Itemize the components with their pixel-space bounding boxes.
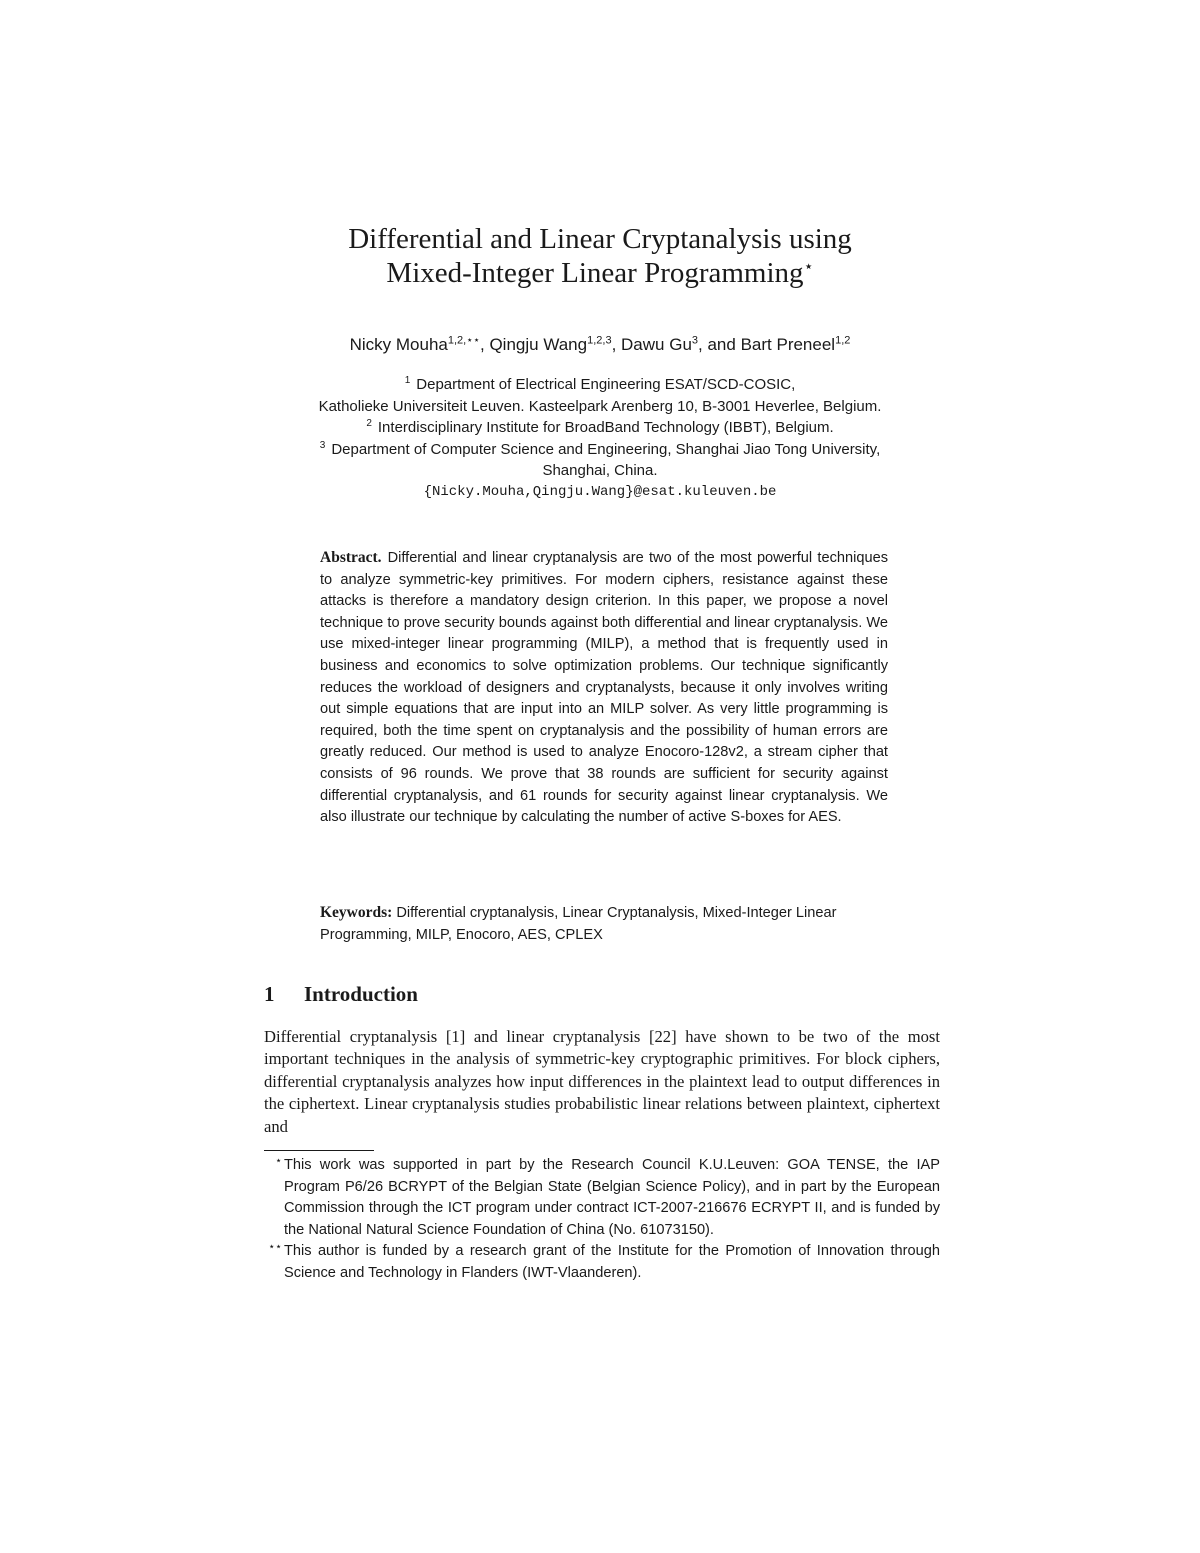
section-heading <box>264 980 418 1008</box>
keywords-label: Keywords: <box>320 904 393 921</box>
affiliations <box>250 374 950 504</box>
author-name: Nicky Mouha <box>349 335 448 354</box>
author-list <box>0 334 1200 356</box>
author-affiliation-marks: 1,2,3 <box>587 334 612 347</box>
affiliation-1-cont: Katholieke Universiteit Leuven. Kasteelpark Arenberg 10, B-3001 Heverlee, Belgium. <box>318 397 882 415</box>
affiliation-text: Department of Electrical Engineering ESAT/SCD-COSIC, <box>416 376 796 393</box>
abstract <box>320 547 888 829</box>
affiliation-mark: 2 <box>366 418 372 430</box>
footnote-mark: ⋆ <box>275 1155 282 1167</box>
footnote <box>264 1155 940 1241</box>
affiliation-2 <box>250 417 950 439</box>
title-line-2-text: Mixed-Integer Linear Programming <box>386 257 804 289</box>
paper-title <box>0 222 1200 290</box>
title-line-1: Differential and Linear Cryptanalysis using <box>348 223 852 255</box>
footnotes <box>264 1155 940 1284</box>
author-affiliation-marks: 1,2 <box>835 334 851 347</box>
author-name: Bart Preneel <box>740 335 836 354</box>
affiliation-mark: 1 <box>404 375 411 386</box>
author-separator: , <box>611 335 622 354</box>
affiliation-1 <box>250 374 950 396</box>
affiliation-3-cont: Shanghai, China. <box>542 462 658 480</box>
intro-paragraph: Differential cryptanalysis [1] and linear cryptanalysis [22] have shown to be two of the most important techniques in the analysis of symmetric-key cryptographic primitives. For block ciphers, differential cryptanalysis analyzes how input differences in the plaintext lead to output differences in the ciphertext. Linear cryptanalysis studies probabilistic linear relations between plaintext, ciphertext and <box>264 1027 940 1136</box>
abstract-text: Differential and linear cryptanalysis are two of the most powerful techniques to analyze symmetric-key primitives. For modern ciphers, resistance against these attacks is therefore a mandatory design criterion. In this paper, we propose a novel technique to prove security bounds against both differential and linear cryptanalysis. We use mixed-integer linear programming (MILP), a method that is frequently used in business and economics to solve optimization problems. Our technique significantly reduces the workload of designers and cryptanalysts, because it only involves writing out simple equations that are input into an MILP solver. As very little programming is required, both the time spent on cryptanalysis and the possibility of human errors are greatly reduced. Our method is used to analyze Enocoro-128v2, a stream cipher that consists of 96 rounds. We prove that 38 rounds are sufficient for security against differential cryptanalysis, and 61 rounds for security against linear cryptanalysis. We also illustrate our technique by calculating the number of active S-boxes for AES. <box>320 550 888 826</box>
footnote-text: This author is funded by a research grant of the Institute for the Promotion of Innovation through Science and Technology in Flanders (IWT-Vlaanderen). <box>284 1243 940 1281</box>
section-title: Introduction <box>304 982 418 1006</box>
footnote-mark: ⋆⋆ <box>268 1241 282 1253</box>
title-line-2 <box>0 256 1200 290</box>
keywords <box>320 902 908 946</box>
author-emails: {Nicky.Mouha,Qingju.Wang}@esat.kuleuven.be <box>423 483 777 500</box>
affiliation-text: Department of Computer Science and Engineering, Shanghai Jiao Tong University, <box>331 440 881 458</box>
abstract-label: Abstract. <box>320 549 382 566</box>
affiliation-mark: 3 <box>319 439 326 451</box>
title-footnote-mark: ⋆ <box>803 258 814 276</box>
author-affiliation-marks: 3 <box>691 334 699 347</box>
keywords-text: Differential cryptanalysis, Linear Cryptanalysis, Mixed-Integer Linear Programming, MILP, Enocoro, AES, CPLEX <box>320 905 837 943</box>
author-separator: , <box>480 335 490 354</box>
author-name: Dawu Gu <box>621 335 692 354</box>
section-number: 1 <box>264 982 275 1006</box>
footnote <box>264 1241 940 1284</box>
footnote-text: This work was supported in part by the Research Council K.U.Leuven: GOA TENSE, the IAP Program P6/26 BCRYPT of the Belgian State (Belgian Science Policy), and in part by the European Commission through the ICT program under contract ICT-2007-216676 ECRYPT II, and is funded by the National Natural Science Foundation of China (No. 61073150). <box>284 1157 940 1238</box>
affiliation-3 <box>250 439 950 461</box>
author-affiliation-marks: 1,2,⋆⋆ <box>447 334 480 347</box>
author-separator: , and <box>698 335 741 354</box>
author-name: Qingju Wang <box>489 335 588 354</box>
affiliation-text: Interdisciplinary Institute for BroadBand Technology (IBBT), Belgium. <box>377 419 834 437</box>
